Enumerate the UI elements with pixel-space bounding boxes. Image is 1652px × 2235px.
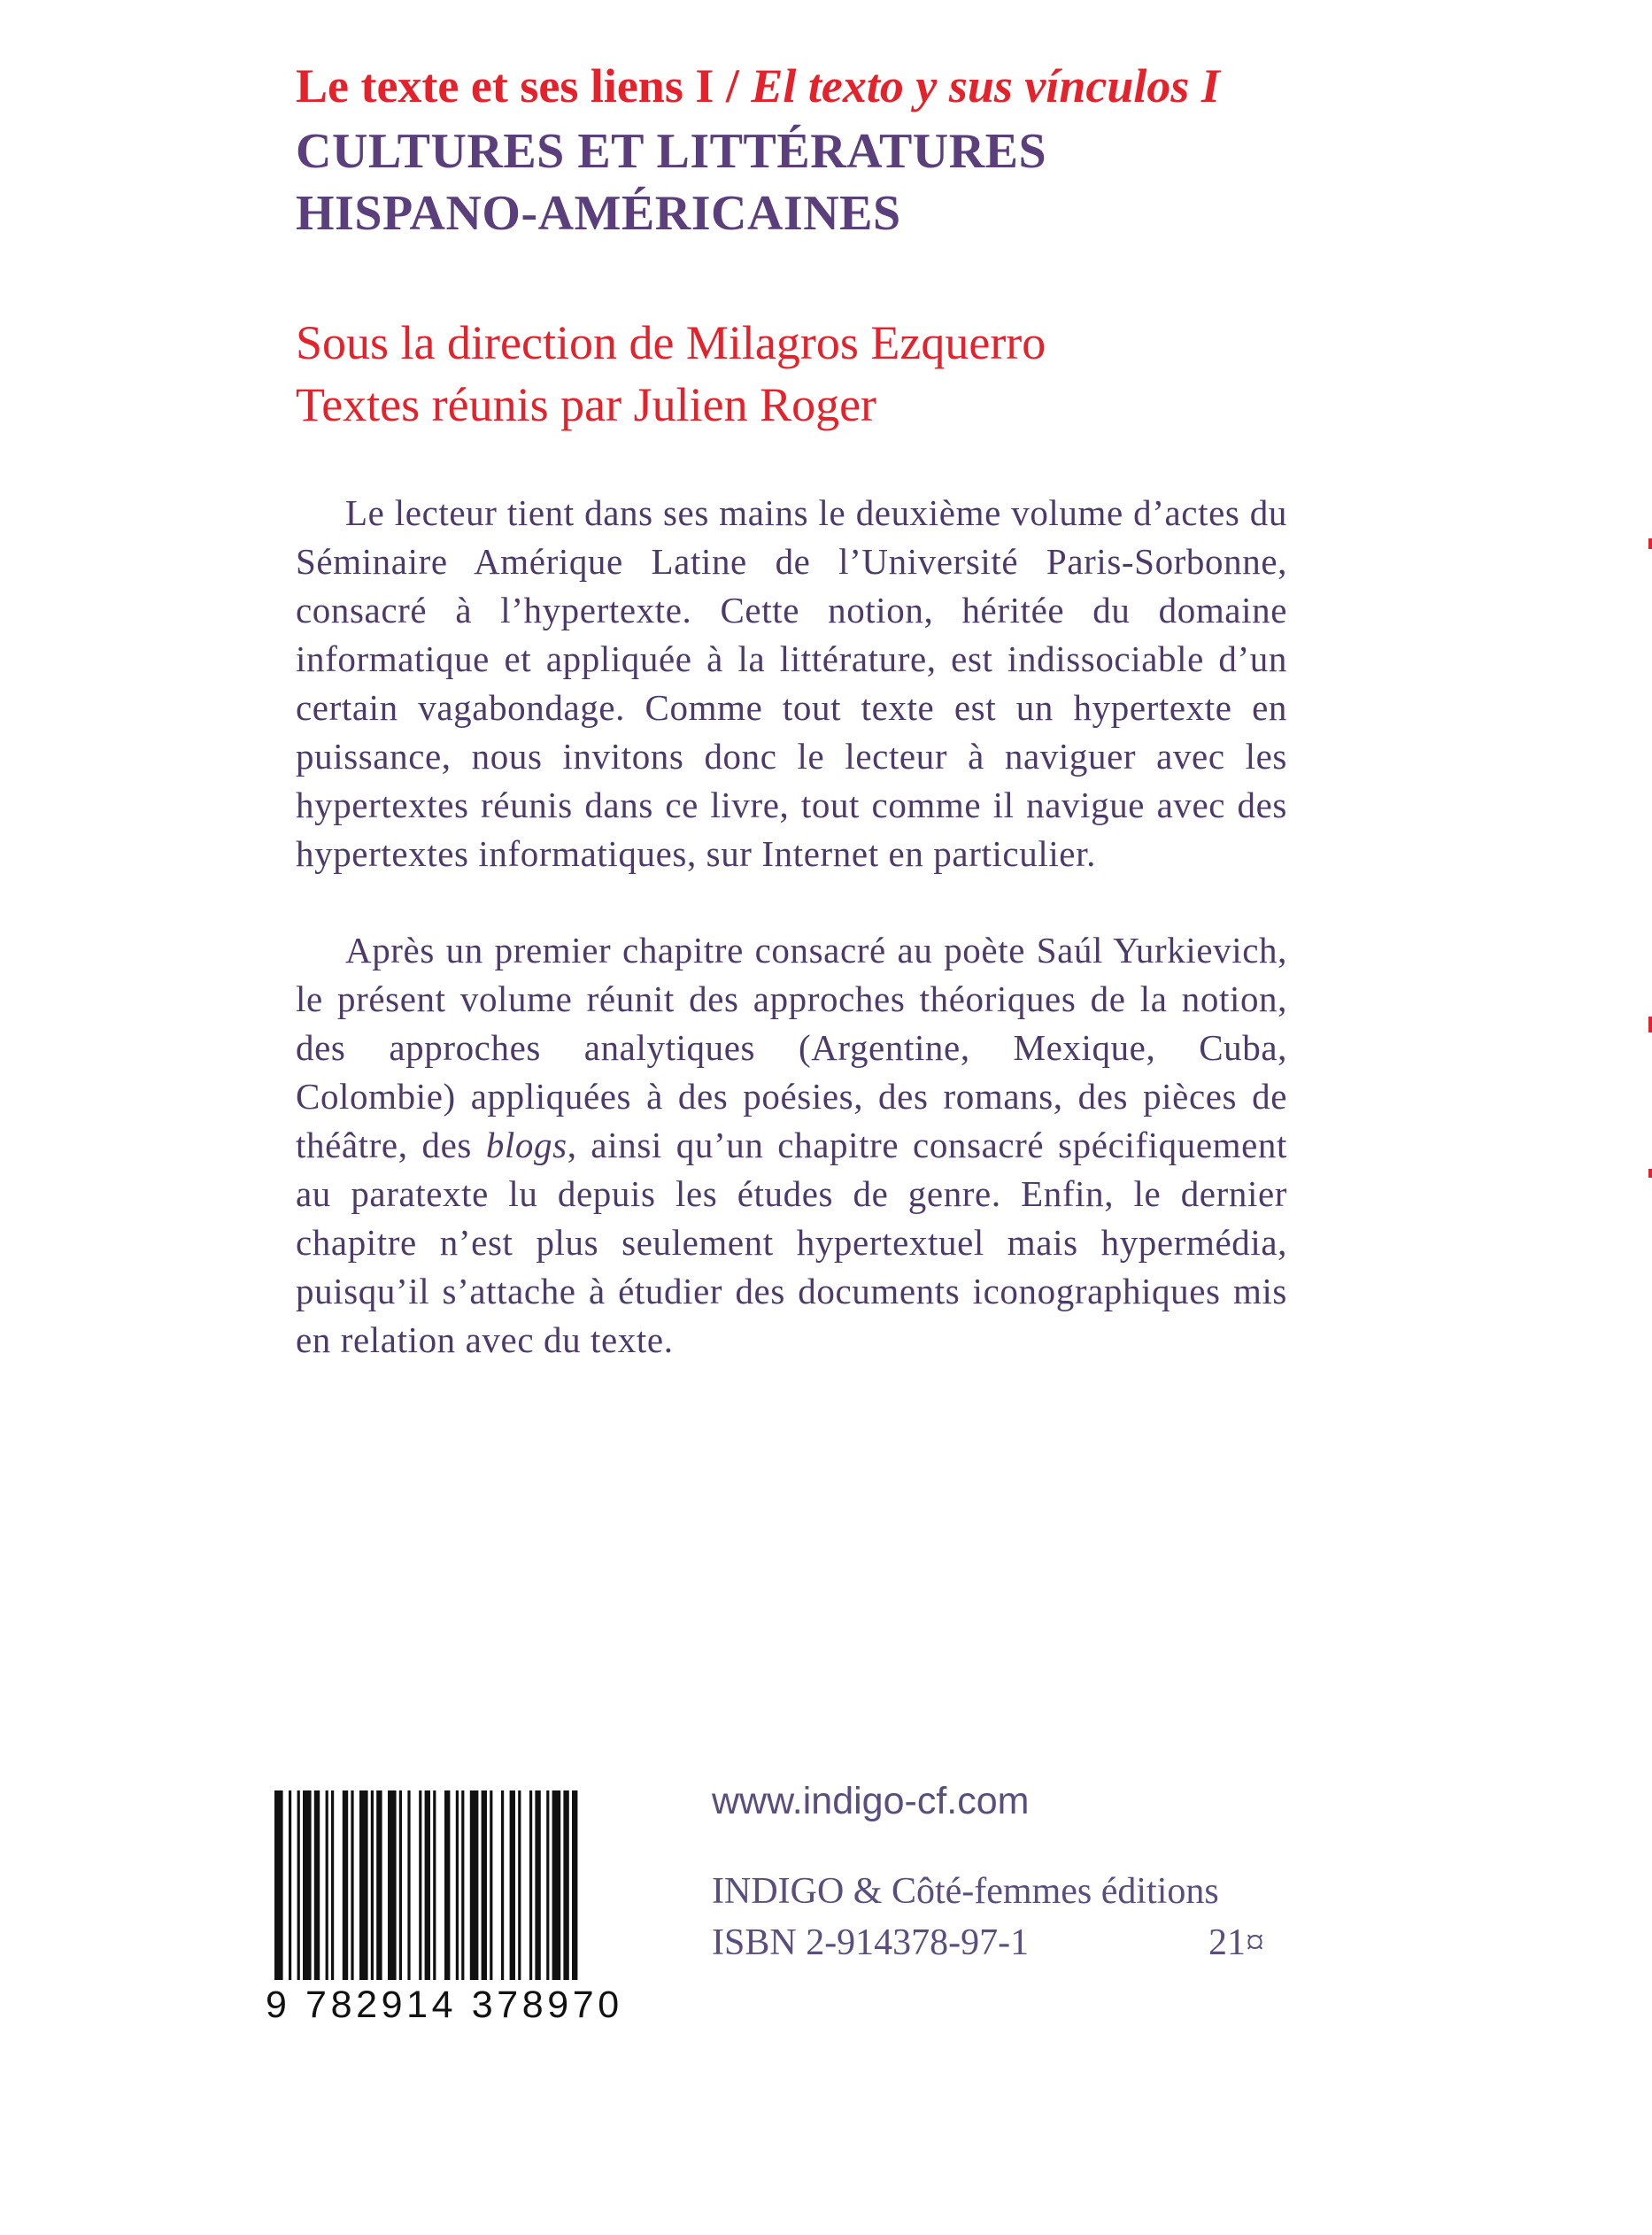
book-title (296, 120, 1046, 244)
barcode-bar (470, 1790, 479, 1980)
blurb-paragraph-1-text: Le lecteur tient dans ses mains le deuxième volume d’actes du Séminaire Amérique Latine de l’Université Paris-Sorbonne, consacré à l’hypertexte. Cette notion, héritée du domaine informatique et appliquée à la littérature, est indissociable d’un certain vagabondage. Comme tout texte est un hypertexte en puissance, nous invitons donc le lecteur à naviguer avec les hypertextes réunis dans ce livre, tout comme il navigue avec des hypertextes informatiques, sur Internet en particulier. (296, 492, 1287, 874)
barcode-bar (535, 1790, 540, 1980)
barcode-bar (461, 1790, 464, 1980)
editor-credits (296, 312, 1046, 436)
barcode-bar (407, 1790, 410, 1980)
barcode-bar (510, 1790, 515, 1980)
blurb-paragraph-2 (296, 926, 1287, 1365)
publisher-name: INDIGO & Côté-femmes éditions (712, 1871, 1219, 1912)
book-title-line-1: CULTURES ET LITTÉRATURES (296, 124, 1047, 179)
isbn: ISBN 2-914378-97-1 (712, 1922, 1030, 1963)
edge-trim-mark (1648, 1169, 1652, 1178)
barcode-bar (552, 1790, 561, 1980)
barcode-bar (303, 1790, 312, 1980)
barcode-bar (444, 1790, 450, 1980)
barcode-bar (351, 1790, 353, 1980)
barcode-bar (359, 1790, 368, 1980)
barcode-bar (529, 1790, 532, 1980)
edge-trim-mark (1648, 1017, 1652, 1032)
barcode-bar (388, 1790, 397, 1980)
barcode-bar (456, 1790, 459, 1980)
barcode-bar (563, 1790, 568, 1980)
book-title-line-2: HISPANO-AMÉRICAINES (296, 186, 901, 241)
barcode-bar (274, 1790, 283, 1980)
barcode-bar (343, 1790, 348, 1980)
edge-trim-mark (1648, 538, 1652, 549)
barcode-digits: 9 782914 378970 (266, 1984, 623, 2026)
barcode-bar (331, 1790, 334, 1980)
blurb-paragraph-2-emphasis: blogs (485, 1125, 567, 1165)
barcode-bar (314, 1790, 320, 1980)
barcode-bar (289, 1790, 291, 1980)
series-title-fr: Le texte et ses liens I / (296, 59, 752, 112)
barcode-bar (376, 1790, 382, 1980)
barcode-bar (371, 1790, 374, 1980)
barcode-bar (490, 1790, 492, 1980)
barcode-bars (266, 1790, 652, 1987)
barcode (266, 1790, 652, 2030)
price: 21¤ (1208, 1922, 1264, 1963)
barcode-bar (419, 1790, 421, 1980)
compiler-credit: Textes réunis par Julien Roger (296, 378, 877, 431)
barcode-bar (546, 1790, 549, 1980)
series-title-es: El texto y sus vínculos I (751, 59, 1220, 112)
barcode-bar (326, 1790, 328, 1980)
barcode-bar (399, 1790, 402, 1980)
barcode-bar (518, 1790, 521, 1980)
barcode-bar (425, 1790, 430, 1980)
barcode-bar (501, 1790, 504, 1980)
blurb-paragraph-2-text-a: Après un premier chapitre consacré au poète Saúl Yurkievich, le présent volume réunit des approches théoriques de la notion, des approches analytiques (Argentine, Mexique, Cuba, Colombie) appliquées à des poésies, des romans, des pièces de théâtre, des (296, 930, 1287, 1165)
series-title (296, 55, 1220, 117)
direction-credit: Sous la direction de Milagros Ezquerro (296, 316, 1046, 369)
barcode-bar (482, 1790, 487, 1980)
blurb-paragraph-2-text-b: , ainsi qu’un chapitre consacré spécifiquement au paratexte lu depuis les études de genre. Enfin, le dernier chapitre n’est plus seulement hypertextuel mais hypermédia, puisqu’il s’attache à étudier des documents iconographiques mis en relation avec du texte. (296, 1125, 1287, 1360)
publisher-website: www.indigo-cf.com (712, 1780, 1030, 1822)
barcode-bar (433, 1790, 436, 1980)
barcode-bar (297, 1790, 300, 1980)
barcode-bar (572, 1790, 577, 1980)
blurb-paragraph-1 (296, 489, 1287, 878)
